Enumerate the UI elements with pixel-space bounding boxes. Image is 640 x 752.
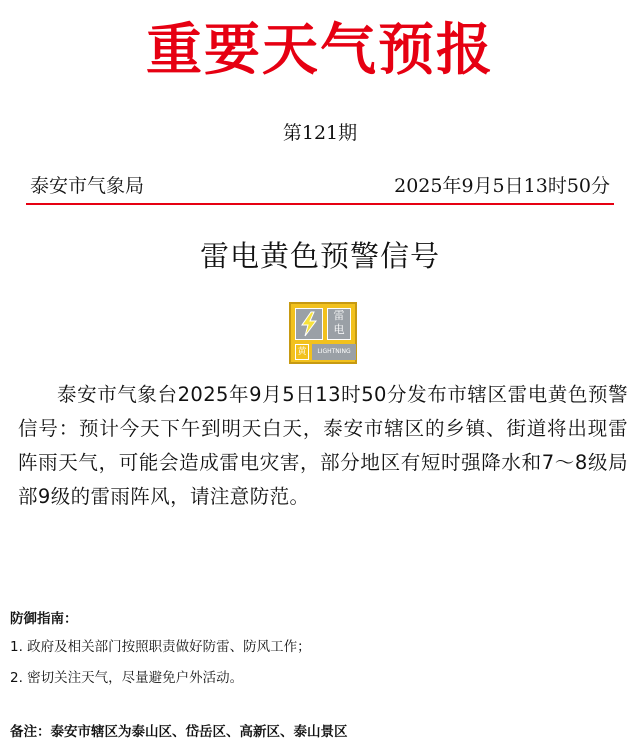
guide-item: 2. 密切关注天气，尽量避免户外活动。 <box>10 670 244 686</box>
issuing-agency: 泰安市气象局 <box>30 175 145 197</box>
icon-lightning-chars <box>327 308 351 340</box>
icon-bottom-bar <box>295 344 351 360</box>
icon-char-dian: 电 <box>333 323 345 336</box>
guide-item: 1. 政府及相关部门按照职责做好防雷、防风工作； <box>10 639 311 655</box>
meta-row <box>30 172 610 200</box>
warning-paragraph: 泰安市气象台2025年9月5日13时50分发布市辖区雷电黄色预警信号：预计今天下午到明天白天，泰安市辖区的乡镇、街道将出现雷阵雨天气，可能会造成雷电灾害，部分地区有短时强降水和7～8级局部9级的雷雨阵风，请注意防范。 <box>18 383 628 508</box>
issue-number: 第121期 <box>282 122 358 144</box>
issue-datetime: 2025年9月5日13时50分 <box>394 175 610 197</box>
icon-english-word: LIGHTNING <box>312 344 356 360</box>
defense-guide <box>10 606 630 694</box>
red-divider <box>26 203 614 205</box>
signal-title: 雷电黄色预警信号 <box>199 239 440 273</box>
remark-note: 备注：泰安市辖区为泰山区、岱岳区、高新区、泰山景区 <box>10 724 348 740</box>
bulletin-title: 重要天气预报 <box>146 17 494 83</box>
icon-char-lei: 雷 <box>333 309 345 322</box>
icon-level-char: 黄 <box>295 344 309 360</box>
guide-heading: 防御指南： <box>10 611 78 627</box>
lightning-bolt-icon <box>295 308 323 340</box>
lightning-yellow-warning-icon <box>289 302 357 364</box>
